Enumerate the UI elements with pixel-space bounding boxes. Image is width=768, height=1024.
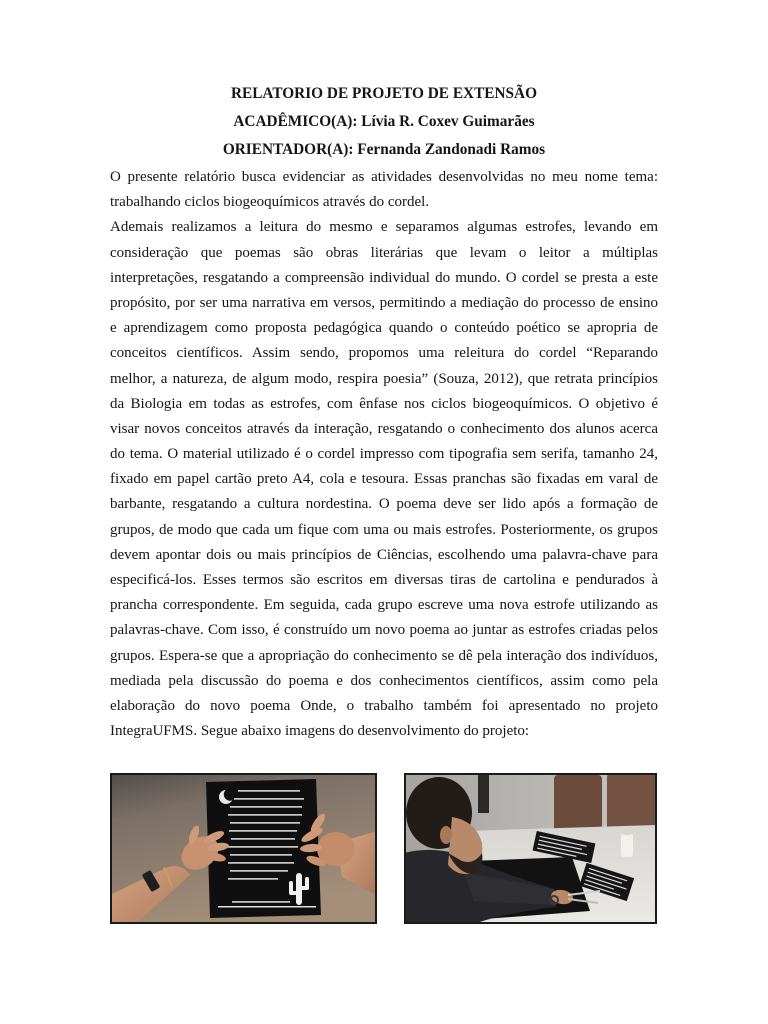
text-line: conceitos científicos. Assim sendo, propomos uma releitura do cordel “Reparando bbox=[110, 345, 658, 362]
advisor-name: ORIENTADOR(A): Fernanda Zandonadi Ramos bbox=[222, 141, 546, 158]
text-line: da Biologia em todas as estrofes, com ênfase nos ciclos biogeoquímicos. O objetivo é bbox=[110, 395, 658, 412]
text-line: mediada pela discussão do poema e dos conhecimentos científicos, assim como pela bbox=[110, 672, 658, 689]
text-line: do tema. O material utilizado é o cordel impresso com tipografia sem serifa, tamanho 24, bbox=[110, 446, 658, 463]
text-line: grupos. Espera-se que a apropriação do conhecimento se dê pela interação dos indivíduos, bbox=[110, 647, 658, 664]
text-line: barbante, resgatando a cultura nordestina. O poema deve ser lido após a formação de bbox=[110, 496, 658, 513]
photo-cordel-sheet-image bbox=[110, 773, 377, 924]
text-line: propósito, por ser uma narrativa em versos, permitindo a mediação do processo de ensino bbox=[110, 294, 658, 311]
photo-student-cutting bbox=[404, 773, 657, 924]
text-line: trabalhando ciclos biogeoquímicos através do cordel. bbox=[110, 194, 430, 211]
academic-name: ACADÊMICO(A): Lívia R. Coxev Guimarães bbox=[233, 113, 535, 130]
text-line: fixado em papel cartão preto A4, cola e tesoura. Essas pranchas são fixadas em varal de bbox=[110, 471, 658, 488]
text-line: IntegraUFMS. Segue abaixo imagens do desenvolvimento do projeto: bbox=[110, 723, 530, 740]
text-line: grupos, de modo que cada um fique com uma ou mais estrofes. Posteriormente, os grupos bbox=[110, 521, 658, 538]
dark-pole bbox=[478, 773, 489, 813]
text-line: Ademais realizamos a leitura do mesmo e separamos algumas estrofes, levando em bbox=[110, 219, 658, 236]
text-line: interpretações, resgatando a compreensão individual do mundo. O cordel se presta a este bbox=[110, 269, 658, 286]
text-line: elaboração do novo poema Onde, o trabalho também foi apresentado no projeto bbox=[110, 697, 658, 714]
photo-student-cutting-image bbox=[404, 773, 657, 924]
text-line: devem apontar dois ou mais princípios de Ciências, escolhendo uma palavra-chave para bbox=[110, 546, 658, 563]
text-line: prancha correspondente. Em seguida, cada grupo escreve uma nova estrofe utilizando as bbox=[110, 597, 658, 614]
report-title: RELATORIO DE PROJETO DE EXTENSÃO bbox=[230, 85, 537, 102]
paragraph-methodology bbox=[110, 215, 658, 744]
cactus-arm bbox=[289, 891, 298, 895]
ground-line bbox=[218, 906, 316, 908]
paragraph-intro bbox=[110, 165, 658, 215]
report-body bbox=[110, 165, 658, 744]
text-line: O presente relatório busca evidenciar as atividades desenvolvidas no meu nome tema: bbox=[110, 169, 658, 185]
text-line: palavras-chave. Com isso, é construído um novo poema ao juntar as estrofes criadas pelos bbox=[110, 622, 658, 639]
chair-back bbox=[554, 775, 602, 833]
text-line: consideração que poemas são obras literárias que levam o leitor a múltiplas bbox=[110, 244, 658, 261]
ear bbox=[440, 826, 452, 844]
photo-cordel-sheet bbox=[110, 773, 377, 924]
report-header bbox=[0, 80, 768, 164]
bottle-body bbox=[621, 833, 633, 857]
text-line: especificá-los. Esses termos são escritos em diversas tiras de cartolina e pendurados à bbox=[110, 572, 658, 588]
text-line: visar novos conceitos através da interação, resgatando o conhecimento dos alunos acerca bbox=[110, 420, 658, 437]
text-line: e aprendizagem como proposta pedagógica quando o conteúdo poético se apropria de bbox=[110, 320, 658, 337]
bottle-cap bbox=[621, 831, 633, 835]
cactus-arm bbox=[300, 886, 309, 890]
glue-bottle bbox=[621, 831, 633, 857]
text-line: melhor, a natureza, de algum modo, respira poesia” (Souza, 2012), que retrata princípios bbox=[110, 370, 658, 387]
